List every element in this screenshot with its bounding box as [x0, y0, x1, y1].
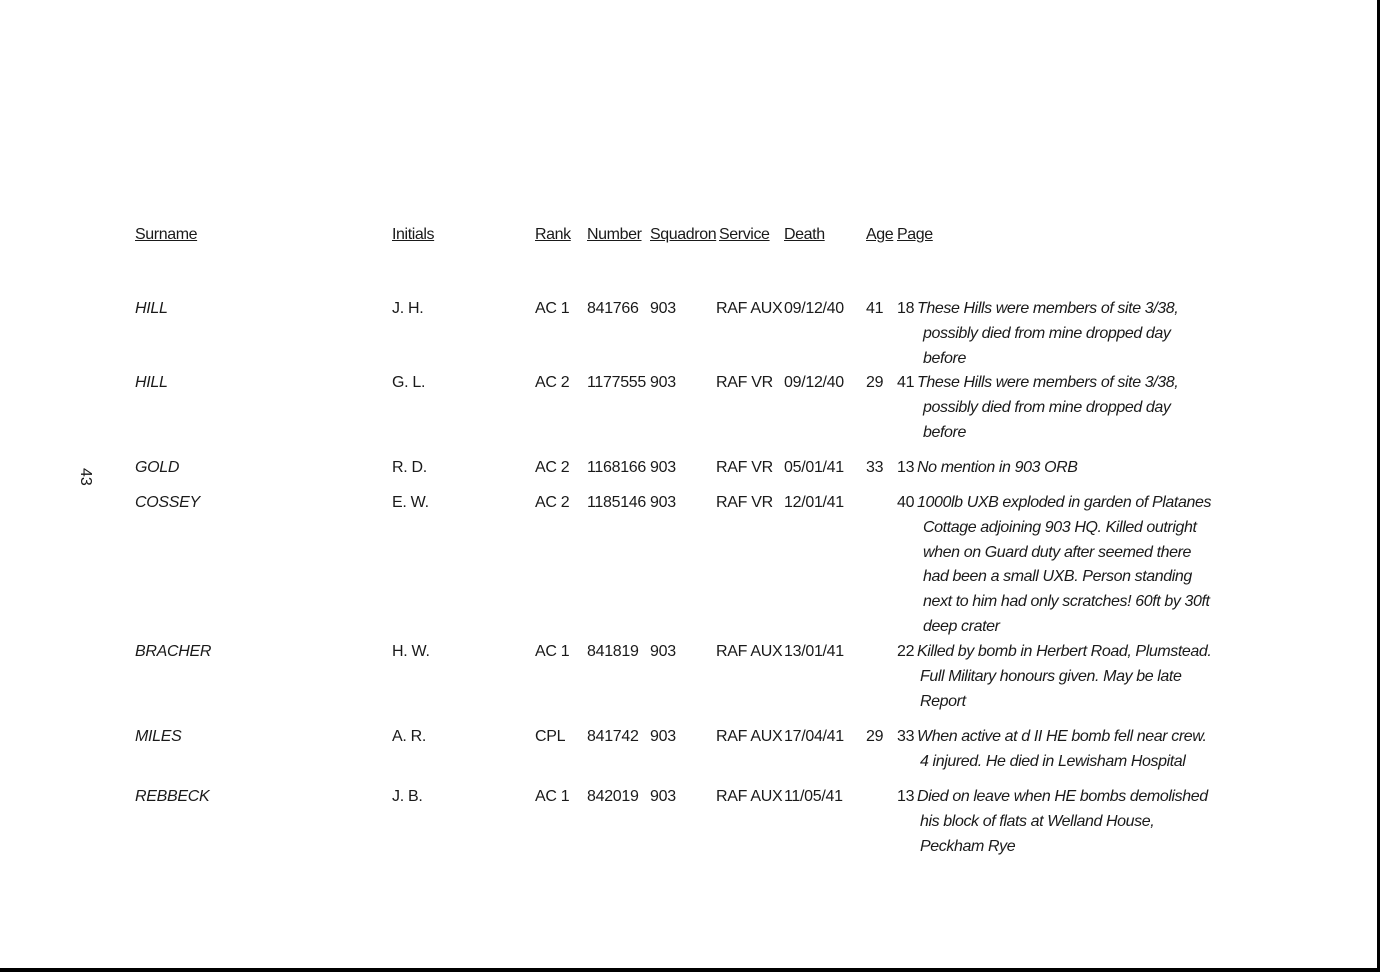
cell-surname: MILES	[135, 728, 182, 745]
cell-surname: REBBECK	[135, 788, 210, 805]
note-line: When active at d II HE bomb fell near crew.	[917, 728, 1207, 745]
cell-initials: H. W.	[392, 643, 430, 660]
note-line: before	[923, 349, 966, 367]
cell-notes	[917, 297, 1237, 371]
note-line: possibly died from mine dropped day	[923, 398, 1171, 416]
cell-surname: COSSEY	[135, 494, 200, 511]
note-line: when on Guard duty after seemed there	[923, 543, 1192, 561]
header-initials: Initials	[392, 226, 435, 243]
cell-page: 22	[897, 643, 915, 660]
cell-death: 09/12/40	[784, 374, 844, 391]
note-line: No mention in 903 ORB	[917, 459, 1078, 476]
note-line: next to him had only scratches! 60ft by 30ft	[923, 593, 1210, 611]
cell-squadron: 903	[650, 374, 676, 391]
header-death: Death	[784, 226, 825, 243]
cell-age: 29	[866, 374, 884, 391]
note-line: Killed by bomb in Herbert Road, Plumstead.	[917, 643, 1212, 660]
cell-number: 841819	[587, 643, 639, 660]
cell-squadron: 903	[650, 459, 676, 476]
cell-rank: AC 2	[535, 374, 570, 391]
cell-surname: HILL	[135, 374, 168, 391]
cell-squadron: 903	[650, 788, 676, 805]
cell-notes	[917, 456, 1237, 481]
note-line: Report	[920, 692, 966, 710]
cell-surname: HILL	[135, 300, 168, 317]
cell-page: 33	[897, 728, 915, 745]
cell-service: RAF VR	[716, 374, 773, 391]
cell-page: 18	[897, 300, 915, 317]
cell-rank: AC 2	[535, 494, 570, 511]
cell-page: 40	[897, 494, 915, 511]
cell-service: RAF AUX	[716, 643, 783, 660]
cell-service: RAF VR	[716, 459, 773, 476]
cell-service: RAF AUX	[716, 300, 783, 317]
cell-number: 1185146	[587, 494, 647, 511]
page-number: 43	[77, 468, 94, 486]
cell-initials: R. D.	[392, 459, 427, 476]
cell-rank: CPL	[535, 728, 566, 745]
cell-service: RAF VR	[716, 494, 773, 511]
header-age: Age	[866, 226, 894, 243]
note-line: Cottage adjoining 903 HQ. Killed outright	[923, 518, 1197, 536]
cell-initials: G. L.	[392, 374, 426, 391]
header-surname: Surname	[135, 226, 198, 243]
note-line: Peckham Rye	[920, 837, 1016, 855]
note-line: Full Military honours given. May be late	[920, 667, 1182, 685]
cell-rank: AC 2	[535, 459, 570, 476]
cell-number: 842019	[587, 788, 639, 805]
note-line: These Hills were members of site 3/38,	[917, 374, 1179, 391]
note-line: deep crater	[923, 617, 1000, 635]
cell-rank: AC 1	[535, 788, 570, 805]
cell-page: 13	[897, 459, 915, 476]
cell-death: 05/01/41	[784, 459, 844, 476]
cell-initials: J. H.	[392, 300, 424, 317]
cell-surname: GOLD	[135, 459, 180, 476]
cell-age: 29	[866, 728, 884, 745]
note-line: 4 injured. He died in Lewisham Hospital	[920, 752, 1186, 770]
cell-number: 1168166	[587, 459, 647, 476]
note-line: his block of flats at Welland House,	[920, 812, 1155, 830]
cell-initials: E. W.	[392, 494, 429, 511]
note-line: 1000lb UXB exploded in garden of Platanes	[917, 494, 1212, 511]
cell-rank: AC 1	[535, 643, 570, 660]
cell-service: RAF AUX	[716, 788, 783, 805]
cell-number: 841742	[587, 728, 639, 745]
cell-squadron: 903	[650, 494, 676, 511]
cell-notes	[917, 371, 1237, 445]
note-line: before	[923, 423, 966, 441]
header-squadron: Squadron	[650, 226, 717, 243]
cell-notes	[917, 785, 1247, 859]
header-service: Service	[719, 226, 770, 243]
cell-death: 12/01/41	[784, 494, 844, 511]
cell-death: 11/05/41	[784, 788, 843, 805]
note-line: Died on leave when HE bombs demolished	[917, 788, 1208, 805]
cell-death: 09/12/40	[784, 300, 844, 317]
cell-surname: BRACHER	[135, 643, 212, 660]
note-line: possibly died from mine dropped day	[923, 324, 1171, 342]
cell-initials: J. B.	[392, 788, 423, 805]
cell-notes	[917, 491, 1247, 640]
cell-squadron: 903	[650, 643, 676, 660]
note-line: These Hills were members of site 3/38,	[917, 300, 1179, 317]
header-number: Number	[587, 226, 642, 243]
cell-notes	[917, 640, 1247, 714]
cell-squadron: 903	[650, 300, 676, 317]
header-page: Page	[897, 226, 933, 243]
cell-age: 41	[866, 300, 884, 317]
header-rank: Rank	[535, 226, 571, 243]
cell-squadron: 903	[650, 728, 676, 745]
cell-age: 33	[866, 459, 884, 476]
cell-number: 1177555	[587, 374, 647, 391]
cell-page: 41	[897, 374, 915, 391]
cell-page: 13	[897, 788, 915, 805]
cell-death: 17/04/41	[784, 728, 844, 745]
cell-initials: A. R.	[392, 728, 427, 745]
cell-service: RAF AUX	[716, 728, 783, 745]
cell-rank: AC 1	[535, 300, 570, 317]
cell-death: 13/01/41	[784, 643, 844, 660]
cell-notes	[917, 725, 1247, 775]
page-border-bottom	[0, 968, 1380, 972]
note-line: had been a small UXB. Person standing	[923, 568, 1192, 586]
cell-number: 841766	[587, 300, 639, 317]
